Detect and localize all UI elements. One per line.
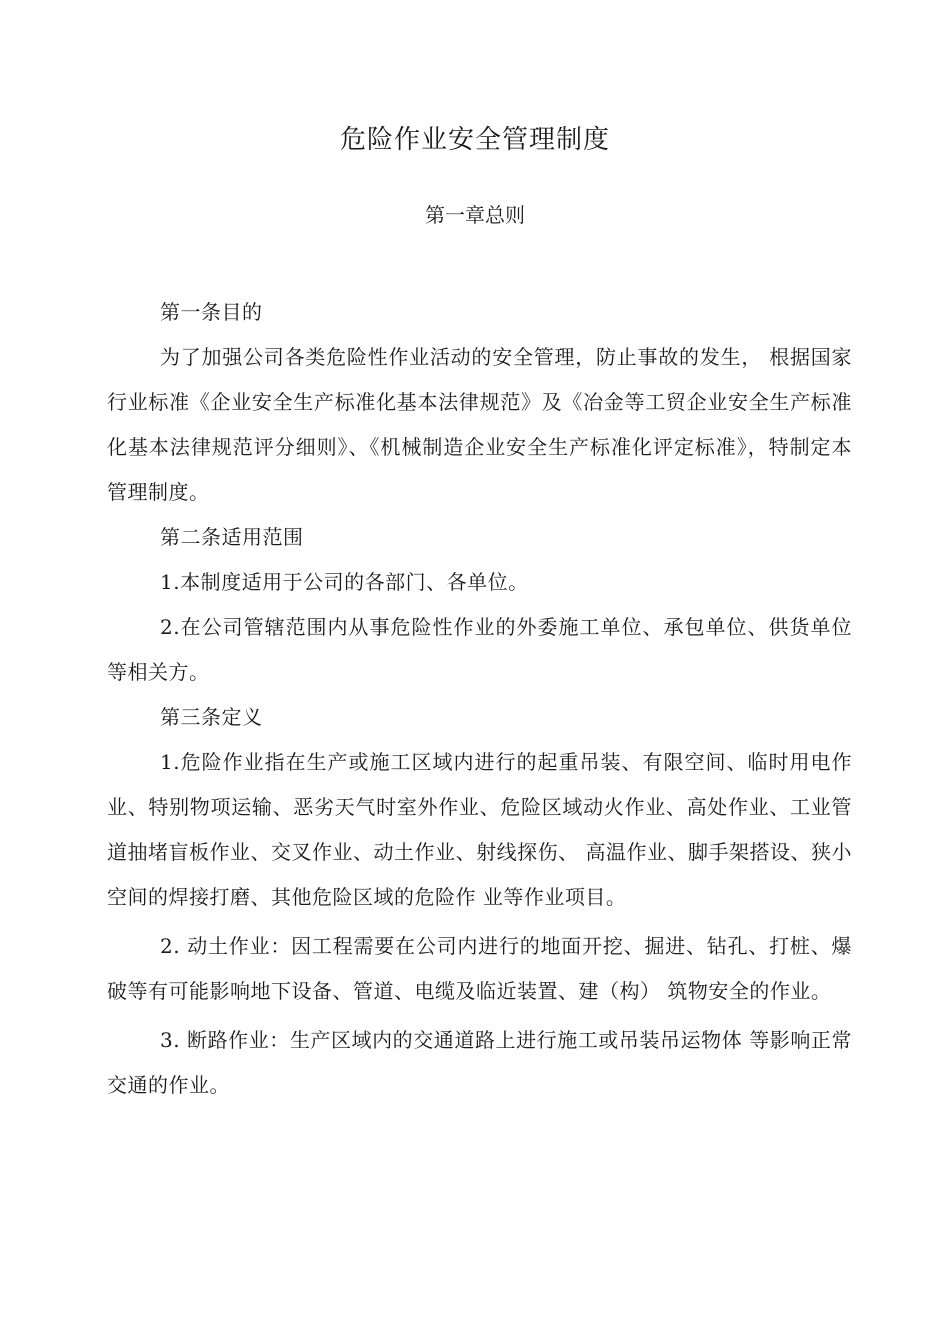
paragraph-scope-1: 1.本制度适用于公司的各部门、各单位。 [160,570,529,594]
paragraph-definition-2: 2. 动土作业：因工程需要在公司内进行的地面开挖、掘进、钻孔、打桩、爆破等有可能影响地下设备、管道、电缆及临近装置、建（构） 筑物安全的作业。 [107,934,852,1003]
paragraph-scope-2: 2.在公司管辖范围内从事危险性作业的外委施工单位、承包单位、供货单位等相关方。 [107,615,852,684]
document-title: 危险作业安全管理制度 [339,125,610,155]
paragraph-definition-1: 1.危险作业指在生产或施工区域内进行的起重吊装、有限空间、临时用电作业、特别物项运输、恶劣天气时室外作业、危险区域动火作业、高处作业、工业管道抽堵盲板作业、交叉作业、动土作业、射线探伤、 高温作业、脚手架搭设、狭小空间的焊接打磨、其他危险区域的危险作 业等作业项目。 [107,750,852,909]
document-body [107,290,852,1108]
article-heading-scope: 第二条适用范围 [160,525,304,549]
paragraph-definition-3: 3. 断路作业：生产区域内的交通道路上进行施工或吊装吊运物体 等影响正常交通的作业。 [107,1028,852,1097]
article-heading-definition: 第三条定义 [160,705,263,729]
paragraph-purpose: 为了加强公司各类危险性作业活动的安全管理，防止事故的发生， 根据国家行业标准《企业安全生产标准化基本法律规范》及《冶金等工贸企业安全生产标准化基本法律规范评分细则》、《机械制造企业安全生产标准化评定标准》，特制定本管理制度。 [107,345,852,504]
article-heading-purpose: 第一条目的 [160,300,263,324]
chapter-heading: 第一章总则 [425,203,525,227]
